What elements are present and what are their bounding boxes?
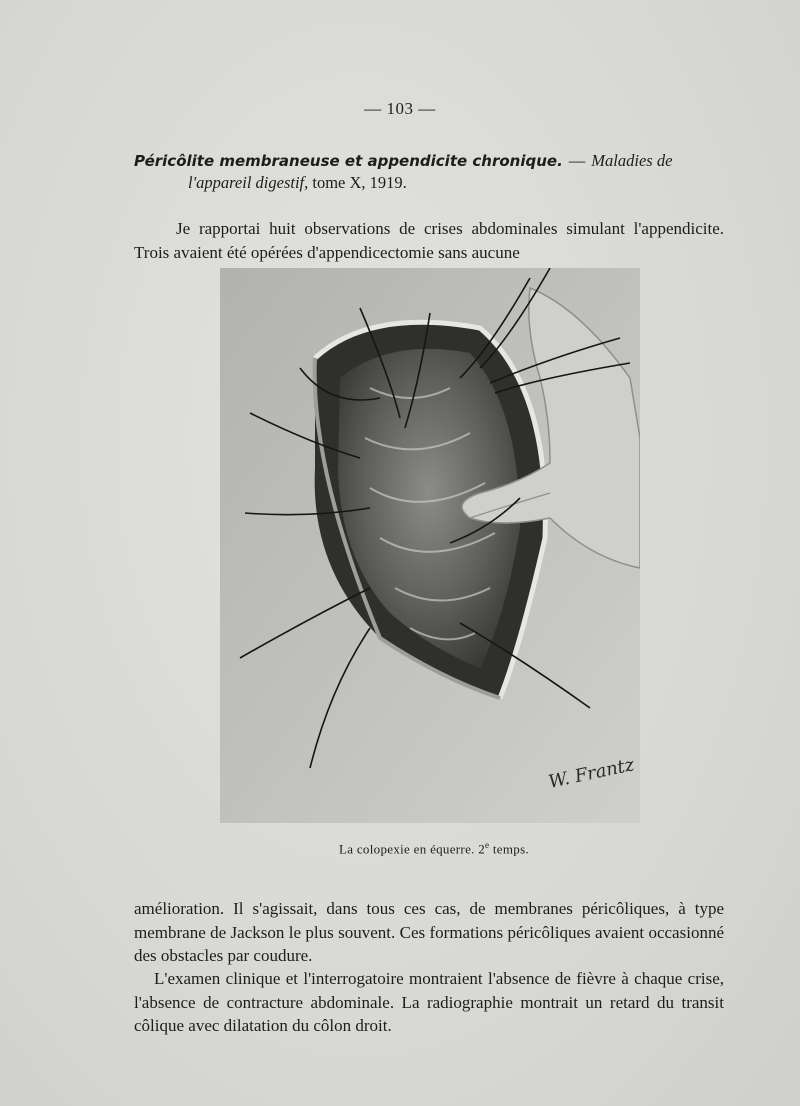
- reference-title: Péricôlite membraneuse et appendicite chronique.: [134, 152, 563, 170]
- reference-entry: [134, 150, 724, 194]
- figure-caption: [0, 840, 800, 857]
- paragraph-continuation: amélioration. Il s'agissait, dans tous ces cas, de membranes péricôliques, à type membrane de Jackson le plus souvent. Ces formations péricôliques avaient occasionné des obstacles par coudure.: [134, 899, 724, 965]
- surgical-illustration: [220, 268, 640, 823]
- page-number: — 103 —: [364, 99, 436, 118]
- reference-journal: Maladies de: [591, 151, 673, 170]
- reference-line-2: [134, 172, 724, 194]
- artist-signature: W. Frantz: [546, 754, 637, 793]
- caption-superscript: e: [485, 840, 490, 850]
- reference-dash: —: [568, 151, 586, 170]
- caption-end: temps.: [489, 841, 529, 857]
- reference-details: tome X, 1919.: [312, 173, 407, 192]
- paragraph-intro: Je rapportai huit observations de crises abdominales simulant l'appendicite. Trois avaient été opérées d'appendicectomie sans aucune: [134, 219, 724, 262]
- reference-journal-cont: l'appareil digestif,: [188, 173, 309, 192]
- paragraph-examination: L'examen clinique et l'interrogatoire montraient l'absence de fièvre à chaque crise, l'absence de contracture abdominale. La radiographie montrait un retard du transit côlique avec dilatation du côlon droit.: [134, 969, 724, 1035]
- illustration-drawing: [220, 268, 640, 823]
- caption-text: La colopexie en équerre. 2: [339, 841, 486, 857]
